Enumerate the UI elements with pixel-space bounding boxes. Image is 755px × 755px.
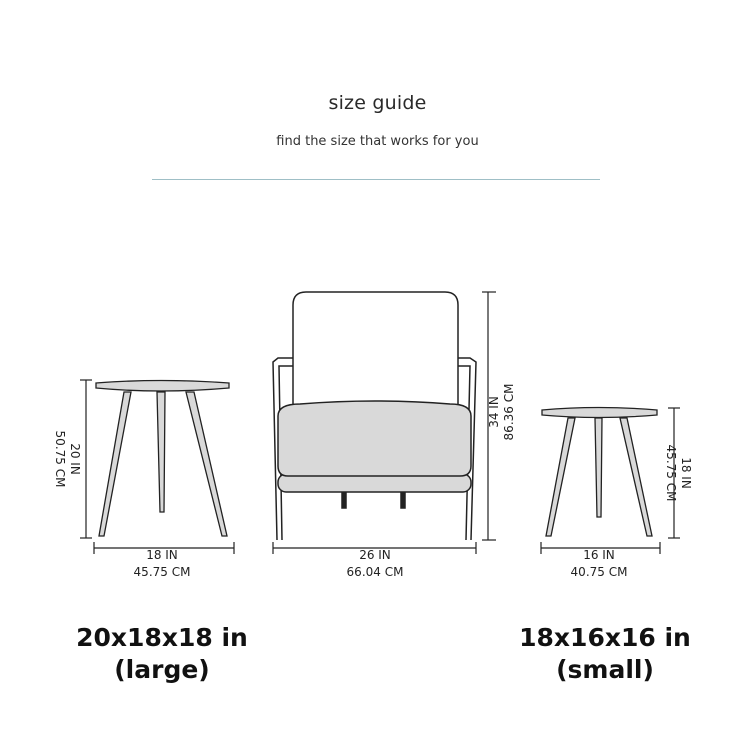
chair	[273, 292, 476, 540]
large-table-width-cm: 45.75 CM	[133, 565, 191, 579]
small-table-leg-back	[595, 418, 602, 517]
large-table-leg-left	[99, 392, 131, 536]
chair-height-cm: 86.36 CM	[502, 383, 516, 441]
page-title: size guide	[328, 92, 427, 114]
small-table-size: 18x16x16 in	[519, 623, 691, 652]
large-table-label: (large)	[114, 655, 210, 684]
large-table-width-in: 18 IN	[146, 548, 178, 562]
page-subtitle: find the size that works for you	[276, 134, 479, 149]
small-table	[542, 408, 657, 537]
small-table-caption	[505, 622, 705, 686]
large-table-caption	[62, 622, 262, 686]
small-table-height-cm: 45.75 CM	[664, 444, 678, 502]
small-table-leg-left	[546, 418, 575, 536]
chair-height-in: 34 IN	[487, 396, 501, 428]
large-table-leg-right	[186, 392, 227, 536]
large-table-size: 20x18x18 in	[76, 623, 248, 652]
small-table-label: (small)	[556, 655, 654, 684]
chair-seat	[278, 401, 471, 476]
small-table-height-in: 18 IN	[679, 457, 693, 489]
large-table	[96, 381, 229, 537]
small-table-width-cm: 40.75 CM	[570, 565, 628, 579]
small-table-top	[542, 408, 657, 418]
chair-back	[293, 292, 458, 412]
small-table-leg-right	[620, 418, 652, 536]
large-table-height-in: 20 IN	[68, 443, 82, 475]
chair-width-in: 26 IN	[359, 548, 391, 562]
small-table-width-in: 16 IN	[583, 548, 615, 562]
large-table-leg-back	[157, 392, 165, 512]
chair-width-cm: 66.04 CM	[346, 565, 404, 579]
large-table-height-cm: 50.75 CM	[53, 430, 67, 488]
large-table-top	[96, 381, 229, 392]
